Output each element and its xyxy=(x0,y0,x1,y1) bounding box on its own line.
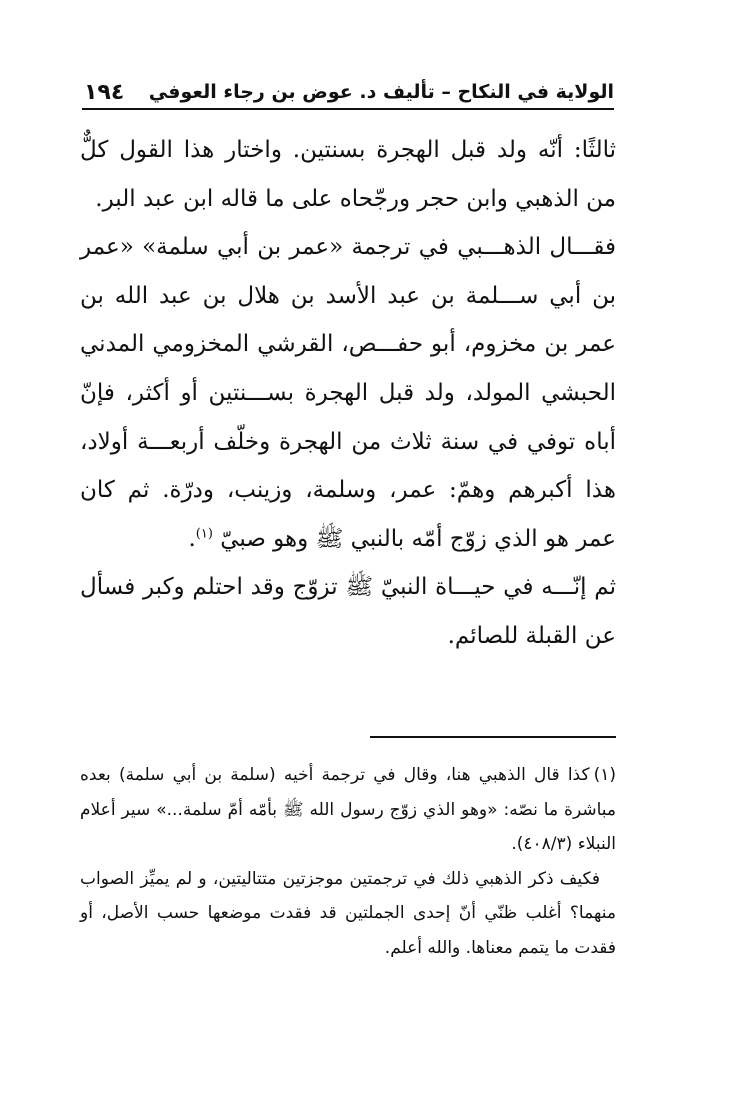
paragraph-1: ثالثًا: أنّه ولد قبل الهجرة بسنتين. واختار هذا القول كلٌّ من الذهبي وابن حجر ورجّحاه على ما قاله ابن عبد البر. xyxy=(80,137,616,212)
footnote-1-para2: فكيف ذكر الذهبي ذلك في ترجمتين موجزتين متتاليتين، و لم يميِّز الصواب منهما؟ أغلب ظنّي أنّ إحدى الجملتين قد فقدت موضعها حسب الأصل، أو فقدت ما يتمم معناها. والله أعلم. xyxy=(80,868,616,958)
paragraph-2 xyxy=(80,223,616,563)
running-header xyxy=(82,74,614,110)
footnotes xyxy=(80,758,616,965)
header-title: الولاية في النكاح – تأليف د. عوض بن رجاء العوفي xyxy=(148,81,614,103)
page-number: ١٩٤ xyxy=(84,80,125,105)
paragraph-3: ثم إنّـــه في حيـــاة النبيّ ﷺ تزوّج وقد احتلم وكبر فسأل عن القبلة للصائم. xyxy=(80,574,616,649)
footnote-1-text: كذا قال الذهبي هنا، وقال في ترجمة أخيه (سلمة بن أبي سلمة) بعده مباشرة ما نصّه: «وهو الذي زوّج رسول الله ﷺ بأمّه أمّ سلمة...» سير أعلام النبلاء (٤٠٨/٣). xyxy=(80,765,616,854)
main-text xyxy=(80,126,616,661)
footnote-marker: (١) xyxy=(593,765,616,785)
footnote-1-continuation xyxy=(80,862,616,966)
footnote-separator xyxy=(370,736,616,738)
footnote-reference[interactable]: (١) xyxy=(195,526,213,542)
paragraph-2-end: . xyxy=(188,525,196,552)
paragraph-2-text: فقـــال الذهـــبي في ترجمة «عمر بن أبي سلمة» «عمر بن أبي ســـلمة بن عبد الأسد بن هلال بن عبد الله بن عمر بن مخزوم، أبو حفـــص، القرشي المخزومي المدني الحبشي المولد، ولد قبل الهجرة بســـنتين أو أكثر، فإنّ أباه توفي في سنة ثلاث من الهجرة وخلّف أربعـــة أولاد، هذا أكبرهم وهمّ: عمر، وسلمة، وزينب، ودرّة. ثم كان عمر هو الذي زوّج أمّه بالنبي ﷺ وهو صبيّ xyxy=(80,234,616,552)
footnote-1 xyxy=(80,758,616,862)
